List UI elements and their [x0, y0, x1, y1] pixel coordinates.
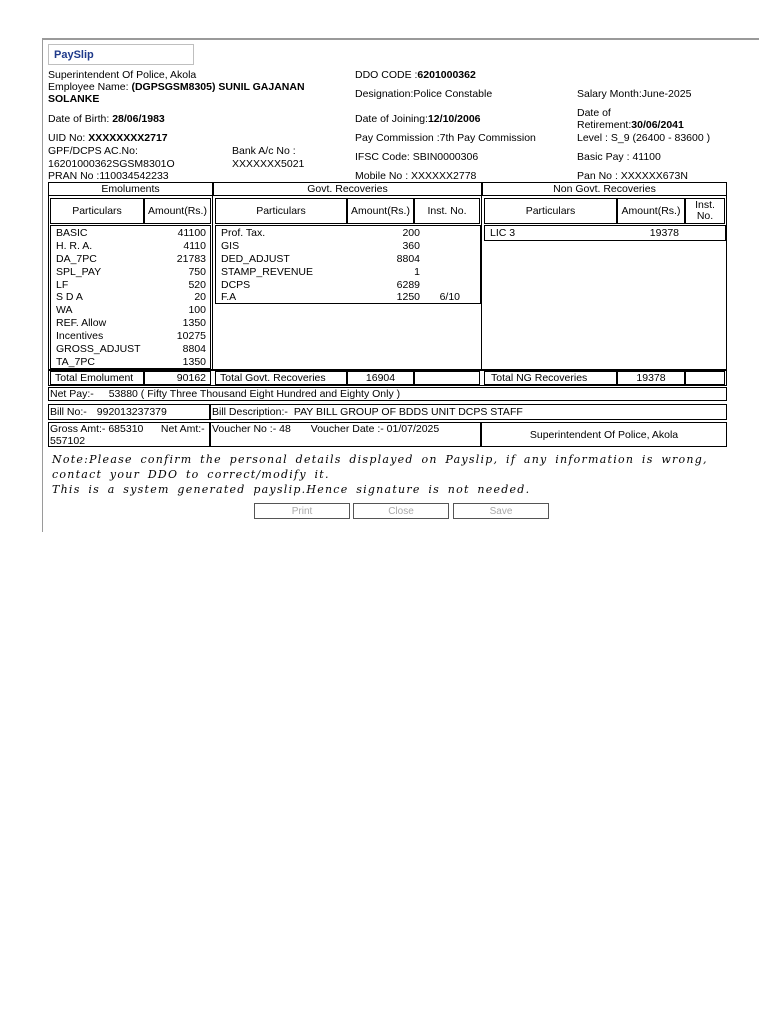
item-name: GIS	[221, 239, 240, 252]
item-name: H. R. A.	[56, 239, 93, 252]
col-ng-amount: Amount(Rs.)	[617, 198, 685, 224]
total-emolument-value: 90162	[144, 371, 211, 385]
item-name: LF	[56, 278, 69, 291]
pay-level: Level : S_9 (26400 - 83600 )	[577, 132, 711, 144]
mobile-no: Mobile No : XXXXXX2778	[355, 170, 477, 182]
net-pay-label: Net Pay:-	[50, 388, 94, 400]
item-amount: 10275	[176, 330, 206, 343]
item-name: GROSS_ADJUST	[56, 343, 141, 356]
col-govt-inst: Inst. No.	[414, 198, 480, 224]
voucher-no: Voucher No :- 48	[212, 423, 291, 435]
item-amount: 21783	[176, 252, 206, 265]
gpf-label: GPF/DCPS AC.No:	[48, 145, 138, 157]
col-ng-particulars: Particulars	[484, 198, 617, 224]
col-govt-amount: Amount(Rs.)	[347, 198, 414, 224]
nongovt-panel	[482, 196, 727, 370]
ifsc-code: IFSC Code: SBIN0000306	[355, 151, 479, 163]
emoluments-panel	[48, 196, 213, 370]
voucher-info	[210, 422, 481, 447]
signatory: Superintendent Of Police, Akola	[481, 422, 727, 447]
net-pay-value: 53880 ( Fifty Three Thousand Eight Hundred and Eighty Only )	[108, 388, 401, 400]
pay-commission: Pay Commission :7th Pay Commission	[355, 132, 536, 144]
item-amount: 1	[414, 265, 420, 278]
col-emol-amount: Amount(Rs.)	[144, 198, 211, 224]
section-govt-recoveries: Govt. Recoveries	[213, 182, 482, 196]
total-emolument-label: Total Emolument	[50, 371, 144, 385]
item-amount: 4110	[183, 239, 206, 252]
item-name: STAMP_REVENUE	[221, 265, 313, 278]
item-name: REF. Allow	[56, 317, 107, 330]
item-name: DED_ADJUST	[221, 252, 290, 265]
note-line-2: This is a system generated payslip.Hence signature is not needed.	[52, 483, 531, 496]
net-pay-row	[48, 387, 727, 401]
bank-value: XXXXXXX5021	[232, 158, 305, 170]
col-govt-particulars: Particulars	[215, 198, 347, 224]
col-ng-inst: Inst. No.	[685, 198, 725, 224]
total-govt-value: 16904	[347, 371, 414, 385]
print-button[interactable]: Print	[254, 503, 350, 519]
item-amount: 6289	[396, 278, 420, 291]
item-amount: 200	[402, 227, 420, 239]
item-amount: 1250	[396, 291, 420, 304]
bill-no: Bill No:- 992013237379	[48, 404, 210, 420]
basic-pay: Basic Pay : 41100	[577, 151, 661, 163]
bill-description: Bill Description:- PAY BILL GROUP OF BDDS UNIT DCPS STAFF	[210, 404, 727, 420]
item-amount: 20	[194, 291, 206, 304]
section-nongovt-recoveries: Non Govt. Recoveries	[482, 182, 727, 196]
ddo-code: DDO CODE :6201000362	[355, 69, 476, 81]
section-emoluments: Emoluments	[48, 182, 213, 196]
total-govt-inst	[414, 371, 480, 385]
bank-label: Bank A/c No :	[232, 145, 296, 157]
item-amount: 750	[188, 265, 206, 278]
date-of-birth: Date of Birth: 28/06/1983	[48, 113, 165, 125]
col-emol-particulars: Particulars	[50, 198, 144, 224]
item-name: S D A	[56, 291, 83, 304]
note-text	[52, 452, 742, 497]
item-name: Prof. Tax.	[221, 227, 266, 239]
date-of-retirement: Date of Retirement:30/06/2041	[577, 107, 684, 131]
item-amount: 8804	[396, 252, 420, 265]
salary-month: Salary Month:June-2025	[577, 88, 692, 100]
item-name: DA_7PC	[56, 252, 97, 265]
close-button[interactable]: Close	[353, 503, 449, 519]
item-amount: 360	[402, 239, 420, 252]
total-ng-label: Total NG Recoveries	[484, 371, 617, 385]
gross-net-amount	[48, 422, 210, 447]
employee-name: Employee Name: (DGPSGSM8305) SUNIL GAJANAN SOLANKE	[48, 81, 305, 105]
item-name: TA_7PC	[56, 355, 95, 368]
item-name: SPL_PAY	[56, 265, 102, 278]
item-name: BASIC	[56, 227, 88, 239]
uid-no: UID No: XXXXXXXX2717	[48, 132, 168, 144]
item-amount: 520	[188, 278, 206, 291]
date-of-joining: Date of Joining:12/10/2006	[355, 113, 481, 125]
item-name: F.A	[221, 291, 237, 304]
office-name: Superintendent Of Police, Akola	[48, 69, 197, 81]
pran-no: PRAN No :110034542233	[48, 170, 169, 182]
net-amount: Net Amt:- 557102	[50, 423, 205, 447]
item-amount: 19378	[649, 227, 679, 239]
voucher-date: Voucher Date :- 01/07/2025	[310, 423, 440, 435]
total-ng-value: 19378	[617, 371, 685, 385]
tab-payslip[interactable]: PaySlip	[48, 44, 194, 65]
note-line-1: Note:Please confirm the personal details displayed on Payslip, if any information is wrong, contact your DDO to correct/modify it.	[52, 453, 708, 481]
total-govt-label: Total Govt. Recoveries	[215, 371, 347, 385]
gross-amount: Gross Amt:- 685310	[50, 423, 144, 435]
item-name: DCPS	[221, 278, 251, 291]
save-button[interactable]: Save	[453, 503, 549, 519]
item-amount: 100	[188, 304, 206, 317]
item-name: LIC 3	[490, 227, 516, 239]
gpf-value: 16201000362SGSM8301O	[48, 158, 175, 170]
item-name: Incentives	[56, 330, 104, 343]
item-amount: 1350	[182, 355, 206, 368]
item-inst: 6/10	[439, 291, 460, 304]
item-name: WA	[56, 304, 73, 317]
item-amount: 1350	[182, 317, 206, 330]
designation: Designation:Police Constable	[355, 88, 493, 100]
pan-no: Pan No : XXXXXX673N	[577, 170, 688, 182]
govt-panel	[213, 196, 482, 370]
item-amount: 41100	[177, 227, 206, 239]
total-ng-inst	[685, 371, 725, 385]
item-amount: 8804	[182, 343, 206, 356]
